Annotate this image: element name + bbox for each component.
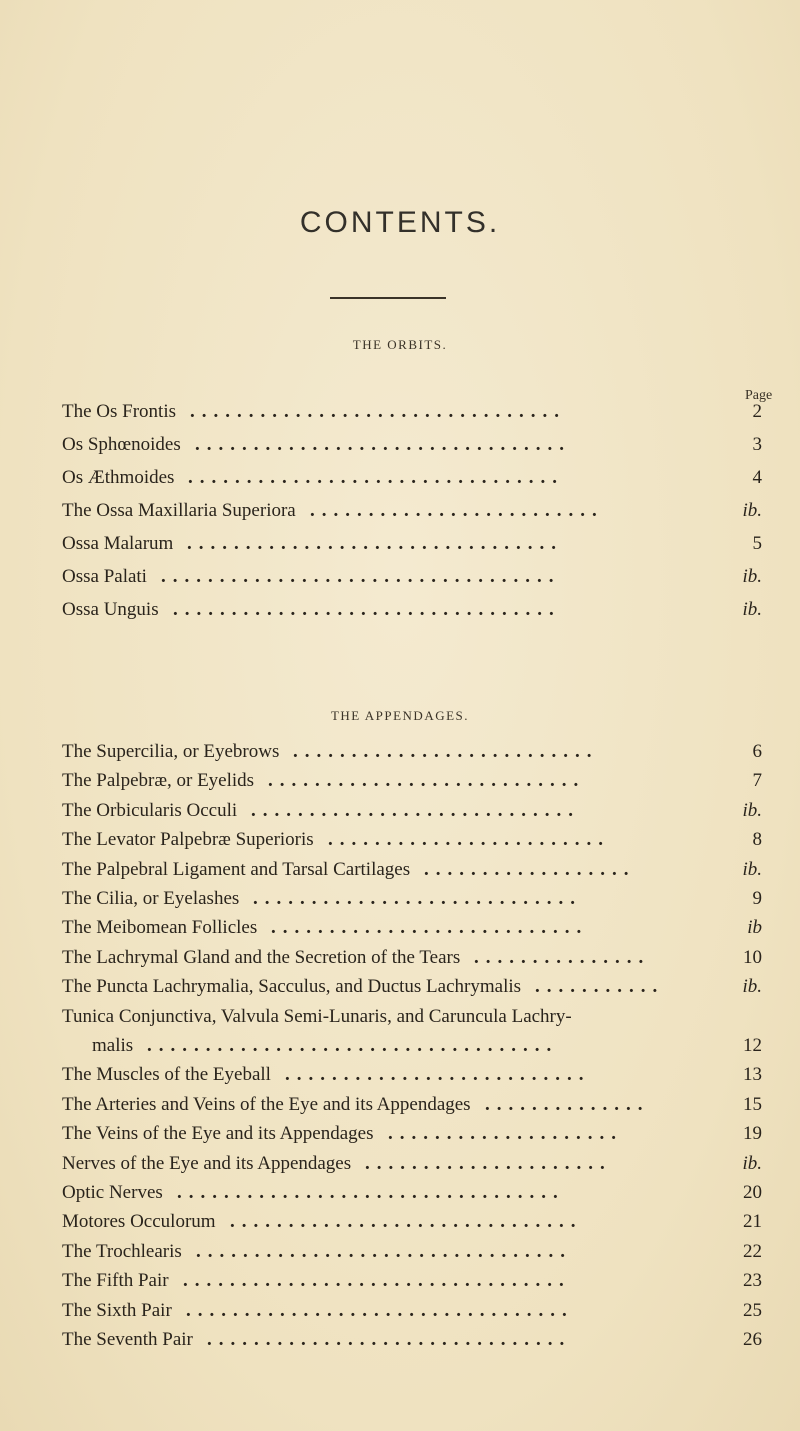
page-title: CONTENTS. (299, 206, 501, 239)
toc-entry-title: The Veins of the Eye and its Appendages (62, 1123, 374, 1144)
section-heading-appendages: THE APPENDAGES. (330, 708, 470, 723)
toc-entry-title: Nerves of the Eye and its Appendages (62, 1153, 352, 1174)
toc-entry (62, 1117, 762, 1151)
dot-leader: ........................ (328, 829, 610, 850)
toc-page-number: 12 (743, 1035, 762, 1056)
toc-page-number: 4 (752, 467, 762, 488)
dot-leader: .................. (424, 859, 636, 880)
toc-entry (62, 823, 762, 857)
toc-entry (62, 1264, 762, 1298)
toc-page-number: ib. (742, 566, 762, 587)
toc-page-number: ib (747, 917, 762, 938)
dot-leader: ................................... (147, 1035, 559, 1056)
toc-entry-title: The Ossa Maxillaria Superiora (62, 500, 296, 521)
toc-page-number: 19 (743, 1123, 762, 1144)
dot-leader: ................................. (173, 599, 561, 620)
toc-entry (62, 1323, 762, 1357)
dot-leader: ............................... (207, 1329, 572, 1350)
dot-leader: ................................. (177, 1182, 565, 1203)
toc-entry-title: The Os Frontis (62, 401, 176, 422)
dot-leader: ................................ (196, 1241, 572, 1262)
toc-page-number: 20 (743, 1182, 762, 1203)
toc-page-number: 7 (752, 770, 762, 791)
toc-page-number: ib. (742, 859, 762, 880)
toc-entry-title: The Meibomean Follicles (62, 917, 258, 938)
toc-page-number: 8 (752, 829, 762, 850)
toc-entry-title: Os Æthmoides (62, 467, 175, 488)
dot-leader: ............................ (251, 800, 580, 821)
toc-entry-title: The Orbicularis Occuli (62, 800, 238, 821)
dot-leader: .............................. (230, 1211, 583, 1232)
title-rule (330, 297, 446, 299)
dot-leader: ................................ (190, 401, 566, 422)
dot-leader: .......................... (285, 1064, 591, 1085)
toc-entry-title: The Palpebral Ligament and Tarsal Cartilages (62, 859, 411, 880)
toc-entry-title: The Fifth Pair (62, 1270, 169, 1291)
dot-leader: ............... (474, 947, 651, 968)
toc-page-number: 5 (752, 533, 762, 554)
toc-page-number: 25 (743, 1300, 762, 1321)
toc-page-number: ib. (742, 800, 762, 821)
page-column-label: Page (745, 388, 773, 403)
toc-entry-title: The Cilia, or Eyelashes (62, 888, 240, 909)
toc-entry-title: Ossa Malarum (62, 533, 174, 554)
toc-entry-title: The Muscles of the Eyeball (62, 1064, 271, 1085)
toc-entry (62, 461, 762, 495)
toc-entry (62, 970, 762, 1004)
dot-leader: ........... (535, 976, 665, 997)
toc-entry-title: Ossa Unguis (62, 599, 159, 620)
toc-page-number: 26 (743, 1329, 762, 1350)
toc-page-number: ib. (742, 599, 762, 620)
toc-entry-title: The Palpebræ, or Eyelids (62, 770, 255, 791)
toc-page-number: 3 (752, 434, 762, 455)
toc-entry (62, 395, 762, 429)
section-heading-orbits: THE ORBITS. (352, 337, 448, 352)
dot-leader: .................... (388, 1123, 623, 1144)
toc-entry (62, 593, 762, 627)
dot-leader: ................................ (187, 533, 563, 554)
toc-entry (62, 560, 762, 594)
toc-entry-title: Motores Occulorum (62, 1211, 216, 1232)
toc-page-number: 10 (743, 947, 762, 968)
toc-entry-title: The Arteries and Veins of the Eye and its Appendages (62, 1094, 471, 1115)
toc-entry-title: malis (92, 1035, 134, 1056)
toc-entry (62, 911, 762, 945)
dot-leader: ................................. (183, 1270, 571, 1291)
toc-page-number: 23 (743, 1270, 762, 1291)
toc-entry-title: The Puncta Lachrymalia, Sacculus, and Ductus Lachrymalis (62, 976, 522, 997)
toc-entry (62, 527, 762, 561)
toc-entry (62, 494, 762, 528)
toc-entry-title: The Levator Palpebræ Superioris (62, 829, 314, 850)
dot-leader: ............................ (253, 888, 582, 909)
dot-leader: .............. (485, 1094, 650, 1115)
toc-page-number: ib. (742, 1153, 762, 1174)
toc-entry (62, 1205, 762, 1239)
toc-entry-title: Optic Nerves (62, 1182, 163, 1203)
dot-leader: ........................... (268, 770, 586, 791)
toc-entry (62, 764, 762, 798)
dot-leader: ........................... (271, 917, 589, 938)
toc-entry-title: Os Sphœnoides (62, 434, 181, 455)
toc-page-number: 6 (752, 741, 762, 762)
toc-entry (62, 428, 762, 462)
toc-page-number: 13 (743, 1064, 762, 1085)
toc-page-number: ib. (742, 500, 762, 521)
dot-leader: ..................... (365, 1153, 612, 1174)
toc-entry (62, 1058, 762, 1092)
dot-leader: .......................... (293, 741, 599, 762)
dot-leader: ................................ (188, 467, 564, 488)
toc-page-number: 15 (743, 1094, 762, 1115)
toc-entry-title: The Sixth Pair (62, 1300, 172, 1321)
toc-page-number: ib. (742, 976, 762, 997)
toc-entry-title: The Seventh Pair (62, 1329, 193, 1350)
toc-entry-title: Ossa Palati (62, 566, 147, 587)
dot-leader: ................................. (186, 1300, 574, 1321)
toc-entry-title: The Lachrymal Gland and the Secretion of the Tears (62, 947, 461, 968)
toc-entry-title: The Supercilia, or Eyebrows (62, 741, 280, 762)
toc-page-number: 21 (743, 1211, 762, 1232)
dot-leader: ......................... (310, 500, 604, 521)
dot-leader: ................................ (195, 434, 571, 455)
dot-leader: .................................. (161, 566, 561, 587)
toc-page-number: 9 (752, 888, 762, 909)
toc-entry-title: Tunica Conjunctiva, Valvula Semi-Lunaris, and Caruncula Lachry- (62, 1006, 572, 1027)
toc-page-number: 2 (752, 401, 762, 422)
toc-page-number: 22 (743, 1241, 762, 1262)
toc-entry-title: The Trochlearis (62, 1241, 182, 1262)
